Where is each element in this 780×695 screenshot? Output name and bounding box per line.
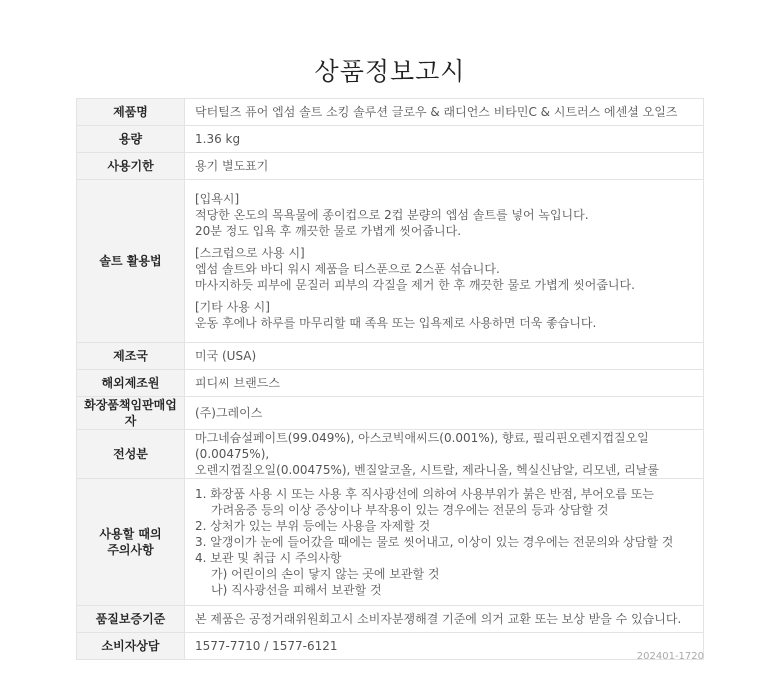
- product-info-table: [76, 98, 704, 660]
- value-manufacturer: 피디씨 브랜드스: [185, 370, 704, 397]
- value-consumer-contact: 1577-7710 / 1577-6121: [185, 633, 704, 660]
- usage-section-title: [입욕시]: [195, 192, 240, 206]
- value-expiry: 용기 별도표기: [185, 153, 704, 180]
- reference-code: 202401-1720: [636, 651, 704, 662]
- usage-section-scrub: [195, 245, 693, 293]
- usage-section-title: [기타 사용 시]: [195, 300, 270, 314]
- row-distributor: [77, 397, 704, 430]
- value-usage: [185, 180, 704, 343]
- row-usage: [77, 180, 704, 343]
- row-origin: [77, 343, 704, 370]
- usage-line: 마사지하듯 피부에 문질러 피부의 각질을 제거 한 후 깨끗한 물로 가볍게 씻어줍니다.: [195, 278, 635, 292]
- label-distributor: 화장품책임판매업자: [77, 397, 185, 430]
- label-cautions: [77, 479, 185, 606]
- caution-subitem: 가) 어린이의 손이 닿지 않는 곳에 보관할 것: [211, 567, 440, 581]
- value-origin: 미국 (USA): [185, 343, 704, 370]
- label-product-name: 제품명: [77, 99, 185, 126]
- caution-item: 4. 보관 및 취급 시 주의사항: [195, 551, 342, 565]
- caution-subitem: 나) 직사광선을 피해서 보관할 것: [211, 583, 382, 597]
- label-origin: 제조국: [77, 343, 185, 370]
- ingredients-line: 오렌지껍질오일(0.00475%), 벤질알코올, 시트랄, 제라니올, 헥실신남알, 리모넨, 리날룰: [195, 463, 659, 477]
- row-warranty: [77, 606, 704, 633]
- caution-item: 1. 화장품 사용 시 또는 사용 후 직사광선에 의하여 사용부위가 붉은 반점, 부어오름 또는: [195, 487, 654, 501]
- value-capacity: 1.36 kg: [185, 126, 704, 153]
- label-cautions-line1: 사용할 때의: [99, 527, 162, 541]
- value-product-name: 닥터틸즈 퓨어 엡섬 솔트 소킹 솔루션 글로우 & 래디언스 비타민C & 시트러스 에센셜 오일즈: [185, 99, 704, 126]
- value-distributor: (주)그레이스: [185, 397, 704, 430]
- usage-line: 운동 후에나 하루를 마무리할 때 족욕 또는 입욕제로 사용하면 더욱 좋습니다.: [195, 316, 597, 330]
- label-warranty: 품질보증기준: [77, 606, 185, 633]
- row-product-name: [77, 99, 704, 126]
- label-expiry: 사용기한: [77, 153, 185, 180]
- label-consumer-contact: 소비자상담: [77, 633, 185, 660]
- value-warranty: 본 제품은 공정거래위원회고시 소비자분쟁해결 기준에 의거 교환 또는 보상 받을 수 있습니다.: [185, 606, 704, 633]
- usage-line: 엡섬 솔트와 바디 워시 제품을 티스푼으로 2스푼 섞습니다.: [195, 262, 500, 276]
- row-capacity: [77, 126, 704, 153]
- caution-item: 3. 알갱이가 눈에 들어갔을 때에는 물로 씻어내고, 이상이 있는 경우에는 전문의와 상담할 것: [195, 535, 674, 549]
- label-manufacturer: 해외제조원: [77, 370, 185, 397]
- usage-section-bath: [195, 191, 693, 239]
- usage-section-other: [195, 299, 693, 331]
- usage-line: 20분 정도 입욕 후 깨끗한 물로 가볍게 씻어줍니다.: [195, 224, 462, 238]
- usage-section-title: [스크럽으로 사용 시]: [195, 246, 305, 260]
- label-capacity: 용량: [77, 126, 185, 153]
- usage-line: 적당한 온도의 목욕물에 종이컵으로 2컵 분량의 엡섬 솔트를 넣어 녹입니다.: [195, 208, 589, 222]
- label-usage: 솔트 활용법: [77, 180, 185, 343]
- row-consumer-contact: [77, 633, 704, 660]
- caution-item-continued: 가려움증 등의 이상 증상이나 부작용이 있는 경우에는 전문의 등과 상담할 것: [211, 503, 609, 517]
- value-cautions: [185, 479, 704, 606]
- label-cautions-line2: 주의사항: [107, 543, 154, 557]
- ingredients-line: 마그네슘설페이트(99.049%), 아스코빅애씨드(0.001%), 향료, 필리핀오렌지껍질오일(0.00475%),: [195, 431, 649, 461]
- row-ingredients: [77, 430, 704, 479]
- label-ingredients: 전성분: [77, 430, 185, 479]
- row-cautions: [77, 479, 704, 606]
- row-expiry: [77, 153, 704, 180]
- row-manufacturer: [77, 370, 704, 397]
- page-title: 상품정보고시: [314, 57, 466, 86]
- value-ingredients: [185, 430, 704, 479]
- caution-item: 2. 상처가 있는 부위 등에는 사용을 자제할 것: [195, 519, 431, 533]
